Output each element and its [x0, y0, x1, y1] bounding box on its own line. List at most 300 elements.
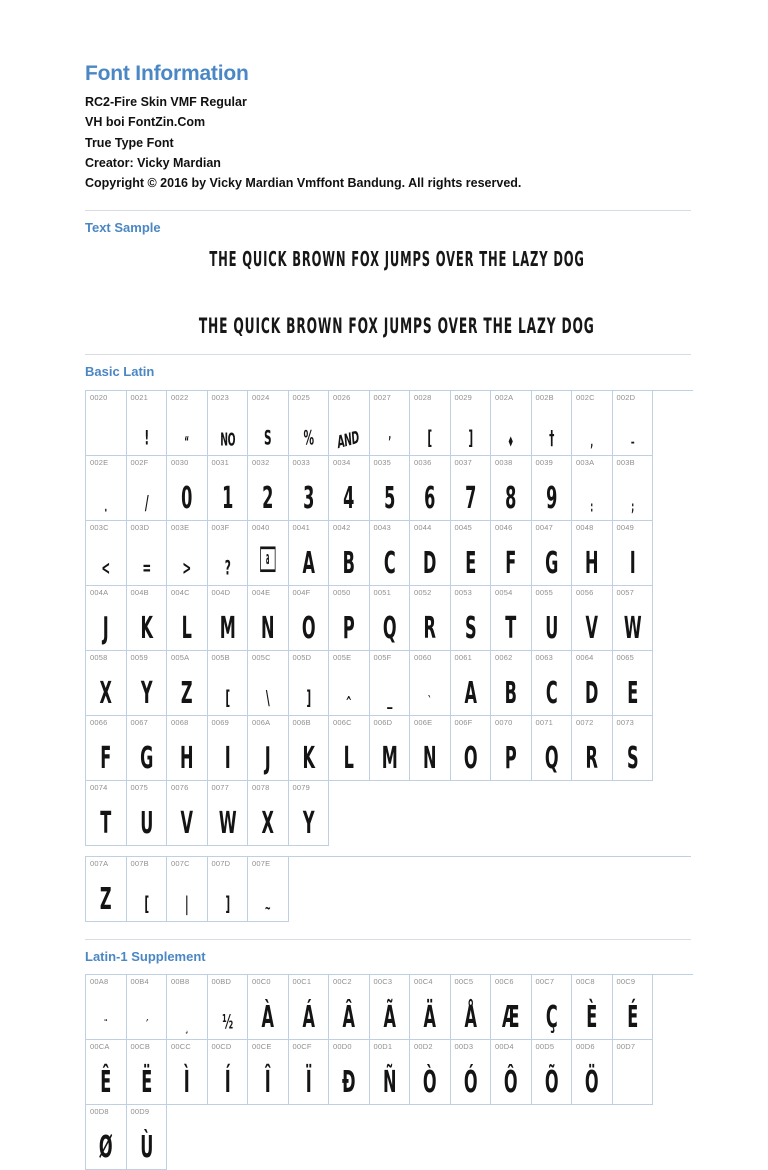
glyph-cell[interactable]	[572, 456, 613, 521]
glyph-codepoint-label: 006E	[414, 717, 433, 727]
glyph-cell[interactable]	[572, 975, 613, 1040]
glyph-cell[interactable]	[167, 651, 208, 716]
glyph-preview: 9	[545, 481, 557, 516]
glyph-codepoint-label: 00D3	[454, 1042, 474, 1052]
glyph-codepoint-label: 00D2	[414, 1042, 433, 1052]
glyph-cell[interactable]	[329, 521, 370, 586]
glyph-codepoint-label: 003F	[211, 522, 230, 532]
glyph-cell[interactable]	[127, 651, 168, 716]
glyph-codepoint-label: 0054	[495, 587, 513, 597]
glyph-cell[interactable]	[86, 857, 127, 922]
glyph-preview: Õ	[544, 1065, 559, 1101]
glyph-preview: ]	[224, 892, 230, 916]
glyph-codepoint-label: 007D	[211, 858, 231, 868]
glyph-codepoint-label: 00CD	[211, 1042, 232, 1052]
glyph-codepoint-label: 00C8	[576, 977, 595, 987]
glyph-codepoint-label: 004F	[292, 587, 311, 597]
glyph-cell[interactable]	[167, 521, 208, 586]
glyph-preview: Í	[224, 1065, 231, 1101]
glyph-cell[interactable]	[370, 521, 411, 586]
glyph-cell[interactable]	[613, 521, 654, 586]
font-metadata-block	[85, 92, 691, 193]
glyph-cell[interactable]	[248, 1040, 289, 1105]
glyph-cell[interactable]	[86, 456, 127, 521]
glyph-cell[interactable]	[329, 651, 370, 716]
glyph-preview: H	[179, 741, 194, 776]
glyph-codepoint-label: 0042	[333, 522, 351, 532]
glyph-codepoint-label: 0028	[414, 392, 432, 402]
glyph-preview: |	[184, 892, 189, 916]
glyph-cell[interactable]	[208, 716, 249, 781]
section-title-latin1-supplement: Latin-1 Supplement	[85, 948, 206, 964]
glyph-preview: ~	[264, 899, 271, 916]
glyph-cell[interactable]	[208, 391, 249, 456]
glyph-cell[interactable]	[532, 975, 573, 1040]
glyph-codepoint-label: 005A	[171, 652, 190, 662]
glyph-cell[interactable]	[127, 456, 168, 521]
glyph-cell[interactable]	[289, 716, 330, 781]
glyph-preview: [	[143, 892, 149, 916]
glyph-preview: Z	[180, 676, 193, 711]
glyph-codepoint-label: 00D4	[495, 1042, 514, 1052]
glyph-preview: S	[263, 426, 272, 450]
font-metadata-line: Creator: Vicky Mardian	[85, 155, 221, 170]
glyph-codepoint-label: 0063	[535, 652, 553, 662]
glyph-cell[interactable]	[451, 975, 492, 1040]
glyph-preview: ¨	[103, 1018, 108, 1035]
glyph-cell[interactable]	[410, 975, 451, 1040]
glyph-cell[interactable]	[370, 975, 411, 1040]
glyph-cell[interactable]	[613, 456, 654, 521]
glyph-codepoint-label: 0039	[535, 457, 553, 467]
glyph-cell[interactable]	[572, 716, 613, 781]
glyph-preview: E	[626, 676, 638, 711]
glyph-codepoint-label: 0061	[454, 652, 472, 662]
glyph-cell[interactable]	[127, 781, 168, 846]
glyph-cell[interactable]	[248, 975, 289, 1040]
glyph-cell[interactable]	[491, 391, 532, 456]
glyph-cell[interactable]	[451, 456, 492, 521]
glyph-cell[interactable]	[613, 651, 654, 716]
text-sample-row	[85, 247, 691, 272]
glyph-codepoint-label: 004D	[211, 587, 231, 597]
glyph-codepoint-label: 0075	[130, 782, 148, 792]
glyph-codepoint-label: 0038	[495, 457, 513, 467]
glyph-codepoint-label: 0044	[414, 522, 432, 532]
glyph-codepoint-label: 0070	[495, 717, 513, 727]
glyph-codepoint-label: 003D	[130, 522, 150, 532]
glyph-cell[interactable]	[167, 1040, 208, 1105]
glyph-codepoint-label: 00C9	[616, 977, 636, 987]
glyph-preview: 8	[505, 481, 517, 516]
glyph-codepoint-label: 0022	[171, 392, 189, 402]
glyph-preview: 5	[383, 481, 395, 516]
glyph-preview: Ë	[140, 1065, 152, 1101]
glyph-cell[interactable]	[491, 456, 532, 521]
glyph-codepoint-label: 0066	[90, 717, 108, 727]
glyph-cell[interactable]	[370, 651, 411, 716]
glyph-cell[interactable]	[167, 456, 208, 521]
glyph-cell[interactable]	[127, 586, 168, 651]
glyph-cell[interactable]	[491, 716, 532, 781]
glyph-cell[interactable]	[451, 586, 492, 651]
glyph-preview: :	[590, 498, 594, 515]
glyph-codepoint-label: 0021	[130, 392, 148, 402]
glyph-preview: X	[261, 806, 274, 841]
glyph-preview: X	[99, 676, 112, 711]
glyph-preview: W	[218, 806, 237, 841]
glyph-cell[interactable]	[532, 521, 573, 586]
glyph-cell[interactable]	[86, 1105, 127, 1170]
glyph-preview: C	[545, 676, 558, 711]
glyph-cell[interactable]	[451, 1040, 492, 1105]
glyph-cell[interactable]	[329, 975, 370, 1040]
glyph-codepoint-label: 00BD	[211, 977, 232, 987]
glyph-preview: B	[342, 546, 355, 581]
glyph-cell[interactable]	[86, 975, 127, 1040]
glyph-codepoint-label: 0049	[616, 522, 634, 532]
glyph-cell[interactable]	[208, 456, 249, 521]
glyph-cell[interactable]	[613, 586, 654, 651]
glyph-preview: 7	[464, 481, 476, 516]
glyph-cell[interactable]	[613, 1040, 654, 1105]
glyph-cell[interactable]	[86, 521, 127, 586]
glyph-cell[interactable]	[370, 716, 411, 781]
glyph-preview: ,	[590, 433, 594, 450]
glyph-codepoint-label: 003E	[171, 522, 190, 532]
glyph-preview: È	[586, 1000, 598, 1036]
glyph-cell[interactable]	[613, 391, 654, 456]
glyph-preview: Ã	[383, 1000, 396, 1036]
glyph-preview: Á	[302, 1000, 315, 1036]
glyph-cell[interactable]	[451, 651, 492, 716]
glyph-cell[interactable]	[491, 1040, 532, 1105]
glyph-cell[interactable]	[289, 1040, 330, 1105]
glyph-codepoint-label: 0078	[252, 782, 270, 792]
glyph-preview: R	[423, 611, 436, 646]
glyph-codepoint-label: 0064	[576, 652, 594, 662]
glyph-cell[interactable]	[532, 586, 573, 651]
glyph-cell[interactable]	[127, 521, 168, 586]
text-sample-line: THE QUICK BROWN FOX JUMPS OVER THE LAZY DOG	[199, 314, 595, 340]
glyph-cell[interactable]	[329, 391, 370, 456]
glyph-cell[interactable]	[167, 857, 208, 922]
glyph-cell[interactable]	[208, 586, 249, 651]
glyph-cell[interactable]	[248, 857, 289, 922]
glyph-preview: M	[381, 741, 398, 776]
glyph-codepoint-label: 0052	[414, 587, 432, 597]
glyph-preview: ^	[345, 693, 352, 710]
section-divider	[85, 939, 691, 940]
glyph-preview: Y	[140, 676, 153, 711]
glyph-preview: Ê	[100, 1065, 112, 1101]
glyph-codepoint-label: 004C	[171, 587, 190, 597]
glyph-preview: 1	[221, 481, 233, 516]
glyph-preview: ;	[630, 498, 634, 515]
glyph-cell[interactable]	[289, 586, 330, 651]
glyph-preview: V	[585, 611, 598, 646]
glyph-cell[interactable]	[248, 716, 289, 781]
glyph-preview: ’	[387, 433, 391, 450]
glyph-codepoint-label: 00C1	[292, 977, 312, 987]
glyph-codepoint-label: 0069	[211, 717, 229, 727]
glyph-preview-boxed: a	[260, 546, 275, 572]
glyph-preview: T	[100, 806, 112, 841]
glyph-codepoint-label: 00CA	[90, 1042, 110, 1052]
glyph-codepoint-label: 0076	[171, 782, 189, 792]
glyph-cell[interactable]	[127, 391, 168, 456]
glyph-cell[interactable]	[289, 521, 330, 586]
glyph-preview: A	[302, 546, 315, 581]
glyph-codepoint-label: 0029	[454, 392, 472, 402]
glyph-cell[interactable]	[532, 651, 573, 716]
glyph-preview: T	[505, 611, 517, 646]
glyph-cell[interactable]	[329, 586, 370, 651]
glyph-cell[interactable]	[167, 716, 208, 781]
glyph-codepoint-label: 0067	[130, 717, 148, 727]
glyph-codepoint-label: 003A	[576, 457, 595, 467]
font-metadata-line: RC2-Fire Skin VMF Regular	[85, 95, 247, 110]
glyph-cell[interactable]	[289, 456, 330, 521]
glyph-preview: K	[302, 741, 315, 776]
glyph-codepoint-label: 00D0	[333, 1042, 352, 1052]
glyph-preview: Ò	[422, 1065, 437, 1101]
glyph-cell[interactable]	[86, 716, 127, 781]
glyph-codepoint-label: 0045	[454, 522, 472, 532]
glyph-codepoint-label: 002C	[576, 392, 595, 402]
glyph-preview: Ö	[584, 1065, 599, 1101]
glyph-cell[interactable]	[127, 716, 168, 781]
glyph-preview: Ó	[463, 1065, 478, 1101]
glyph-cell[interactable]	[532, 716, 573, 781]
glyph-codepoint-label: 0057	[616, 587, 634, 597]
glyph-codepoint-label: 003B	[616, 457, 635, 467]
glyph-codepoint-label: 0056	[576, 587, 594, 597]
glyph-codepoint-label: 006F	[454, 717, 473, 727]
glyph-cell[interactable]	[491, 975, 532, 1040]
glyph-cell[interactable]	[289, 391, 330, 456]
glyph-codepoint-label: 00D1	[373, 1042, 393, 1052]
glyph-preview: /	[144, 491, 149, 515]
glyph-codepoint-label: 0051	[373, 587, 391, 597]
glyph-preview: J	[102, 611, 109, 646]
glyph-cell[interactable]	[208, 651, 249, 716]
glyph-cell[interactable]	[208, 857, 249, 922]
glyph-preview: Ù	[139, 1130, 153, 1166]
glyph-cell[interactable]	[127, 1105, 168, 1170]
glyph-codepoint-label: 0072	[576, 717, 594, 727]
glyph-preview: F	[505, 546, 517, 581]
glyph-cell[interactable]	[167, 586, 208, 651]
glyph-cell[interactable]	[410, 716, 451, 781]
glyph-preview: V	[180, 806, 193, 841]
font-metadata-line: True Type Font	[85, 135, 174, 150]
glyph-cell[interactable]	[532, 456, 573, 521]
glyph-preview: D	[423, 546, 437, 581]
glyph-cell[interactable]	[127, 857, 168, 922]
glyph-cell[interactable]	[410, 456, 451, 521]
glyph-codepoint-label: 0036	[414, 457, 432, 467]
glyph-codepoint-label: 0053	[454, 587, 472, 597]
glyph-codepoint-label: 0030	[171, 457, 189, 467]
glyph-cell[interactable]	[491, 586, 532, 651]
glyph-preview: `	[427, 693, 432, 710]
glyph-cell[interactable]	[86, 586, 127, 651]
glyph-cell[interactable]	[572, 651, 613, 716]
glyph-preview: O	[463, 741, 478, 776]
glyph-cell[interactable]	[248, 521, 289, 586]
glyph-cell[interactable]	[329, 716, 370, 781]
glyph-preview: É	[626, 1000, 638, 1036]
glyph-cell[interactable]	[167, 975, 208, 1040]
glyph-cell[interactable]	[289, 781, 330, 846]
glyph-preview: Î	[264, 1065, 271, 1101]
glyph-preview: ]	[467, 426, 473, 450]
glyph-codepoint-label: 00D8	[90, 1107, 109, 1117]
glyph-cell[interactable]	[572, 1040, 613, 1105]
glyph-preview: %	[302, 426, 314, 450]
glyph-cell[interactable]	[491, 651, 532, 716]
glyph-cell[interactable]	[289, 651, 330, 716]
glyph-codepoint-label: 003C	[90, 522, 109, 532]
glyph-preview: L	[343, 741, 354, 776]
glyph-cell[interactable]	[208, 521, 249, 586]
glyph-preview: Z	[99, 882, 112, 917]
glyph-codepoint-label: 005B	[211, 652, 230, 662]
glyph-cell[interactable]	[167, 391, 208, 456]
glyph-preview: K	[140, 611, 153, 646]
glyph-codepoint-label: 007E	[252, 858, 271, 868]
glyph-cell[interactable]	[451, 391, 492, 456]
glyph-cell[interactable]	[127, 975, 168, 1040]
glyph-cell[interactable]	[167, 781, 208, 846]
glyph-preview: S	[626, 741, 639, 776]
glyph-preview: Å	[464, 1000, 477, 1036]
glyph-preview: N	[422, 741, 437, 776]
glyph-codepoint-label: 0041	[292, 522, 310, 532]
glyph-cell[interactable]	[410, 521, 451, 586]
glyph-codepoint-label: 0025	[292, 392, 310, 402]
glyph-codepoint-label: 004E	[252, 587, 271, 597]
glyph-cell[interactable]	[289, 975, 330, 1040]
text-sample-block	[85, 247, 691, 340]
glyph-cell[interactable]	[451, 716, 492, 781]
glyph-cell[interactable]	[410, 1040, 451, 1105]
glyph-codepoint-label: 00CC	[171, 1042, 191, 1052]
glyph-preview: Æ	[502, 1000, 520, 1036]
glyph-codepoint-label: 006A	[252, 717, 271, 727]
section-title-basic-latin: Basic Latin	[85, 363, 155, 379]
glyph-codepoint-label: 00C0	[252, 977, 271, 987]
glyph-cell[interactable]	[613, 716, 654, 781]
glyph-codepoint-label: 0050	[333, 587, 351, 597]
glyph-preview: I	[629, 546, 636, 581]
glyph-cell[interactable]	[410, 586, 451, 651]
glyph-codepoint-label: 0034	[333, 457, 351, 467]
glyph-codepoint-label: 002B	[535, 392, 554, 402]
glyph-cell[interactable]	[410, 391, 451, 456]
glyph-cell[interactable]	[451, 521, 492, 586]
glyph-cell[interactable]	[248, 391, 289, 456]
glyph-cell[interactable]	[329, 1040, 370, 1105]
page-title: Font Information	[85, 62, 249, 85]
glyph-cell[interactable]	[370, 1040, 411, 1105]
glyph-cell[interactable]	[248, 586, 289, 651]
glyph-cell[interactable]	[86, 651, 127, 716]
glyph-codepoint-label: 0074	[90, 782, 108, 792]
glyph-codepoint-label: 00B8	[171, 977, 190, 987]
glyph-codepoint-label: 00A8	[90, 977, 109, 987]
glyph-codepoint-label: 006B	[292, 717, 311, 727]
glyph-preview: C	[383, 546, 396, 581]
glyph-preview: U	[139, 806, 153, 841]
glyph-codepoint-label: 00C5	[454, 977, 474, 987]
glyph-preview: _	[386, 686, 392, 710]
glyph-preview: Ñ	[382, 1065, 396, 1101]
glyph-preview: N	[260, 611, 275, 646]
glyph-preview: =	[141, 556, 151, 580]
glyph-cell[interactable]	[248, 651, 289, 716]
glyph-cell[interactable]	[248, 781, 289, 846]
glyph-cell[interactable]	[208, 975, 249, 1040]
glyph-cell[interactable]	[572, 521, 613, 586]
glyph-codepoint-label: 0065	[616, 652, 634, 662]
glyph-preview: Ø	[98, 1130, 113, 1166]
glyph-codepoint-label: 0037	[454, 457, 472, 467]
glyph-codepoint-label: 00C4	[414, 977, 433, 987]
glyph-preview: M	[219, 611, 236, 646]
glyph-cell[interactable]	[127, 1040, 168, 1105]
glyph-codepoint-label: 0055	[535, 587, 553, 597]
glyph-preview: 3	[302, 481, 314, 516]
glyph-codepoint-label: 0035	[373, 457, 391, 467]
glyph-preview: Â	[342, 1000, 355, 1036]
glyph-cell[interactable]	[370, 391, 411, 456]
glyph-codepoint-label: 00C2	[333, 977, 352, 987]
glyph-cell[interactable]	[329, 456, 370, 521]
glyph-cell[interactable]	[208, 781, 249, 846]
glyph-cell[interactable]	[86, 781, 127, 846]
glyph-cell[interactable]	[410, 651, 451, 716]
glyph-cell[interactable]	[208, 1040, 249, 1105]
glyph-preview: NO	[219, 428, 235, 450]
glyph-codepoint-label: 00C6	[495, 977, 514, 987]
glyph-cell[interactable]	[532, 391, 573, 456]
glyph-cell[interactable]	[248, 456, 289, 521]
glyph-preview: L	[181, 611, 192, 646]
glyph-grid-basic-latin	[85, 390, 693, 846]
glyph-preview: E	[464, 546, 476, 581]
glyph-preview: P	[342, 611, 355, 646]
glyph-cell[interactable]	[370, 456, 411, 521]
glyph-codepoint-label: 006D	[373, 717, 393, 727]
glyph-cell[interactable]	[86, 391, 127, 456]
glyph-cell[interactable]	[572, 586, 613, 651]
glyph-cell[interactable]	[613, 975, 654, 1040]
glyph-codepoint-label: 0077	[211, 782, 229, 792]
glyph-cell[interactable]	[491, 521, 532, 586]
glyph-codepoint-label: 0048	[576, 522, 594, 532]
glyph-codepoint-label: 002F	[130, 457, 149, 467]
glyph-cell[interactable]	[86, 1040, 127, 1105]
glyph-cell[interactable]	[532, 1040, 573, 1105]
glyph-cell[interactable]	[370, 586, 411, 651]
glyph-cell[interactable]	[572, 391, 613, 456]
glyph-preview: ´	[144, 1018, 149, 1035]
glyph-codepoint-label: 005D	[292, 652, 312, 662]
glyph-codepoint-label: 0060	[414, 652, 432, 662]
glyph-preview: W	[623, 611, 642, 646]
